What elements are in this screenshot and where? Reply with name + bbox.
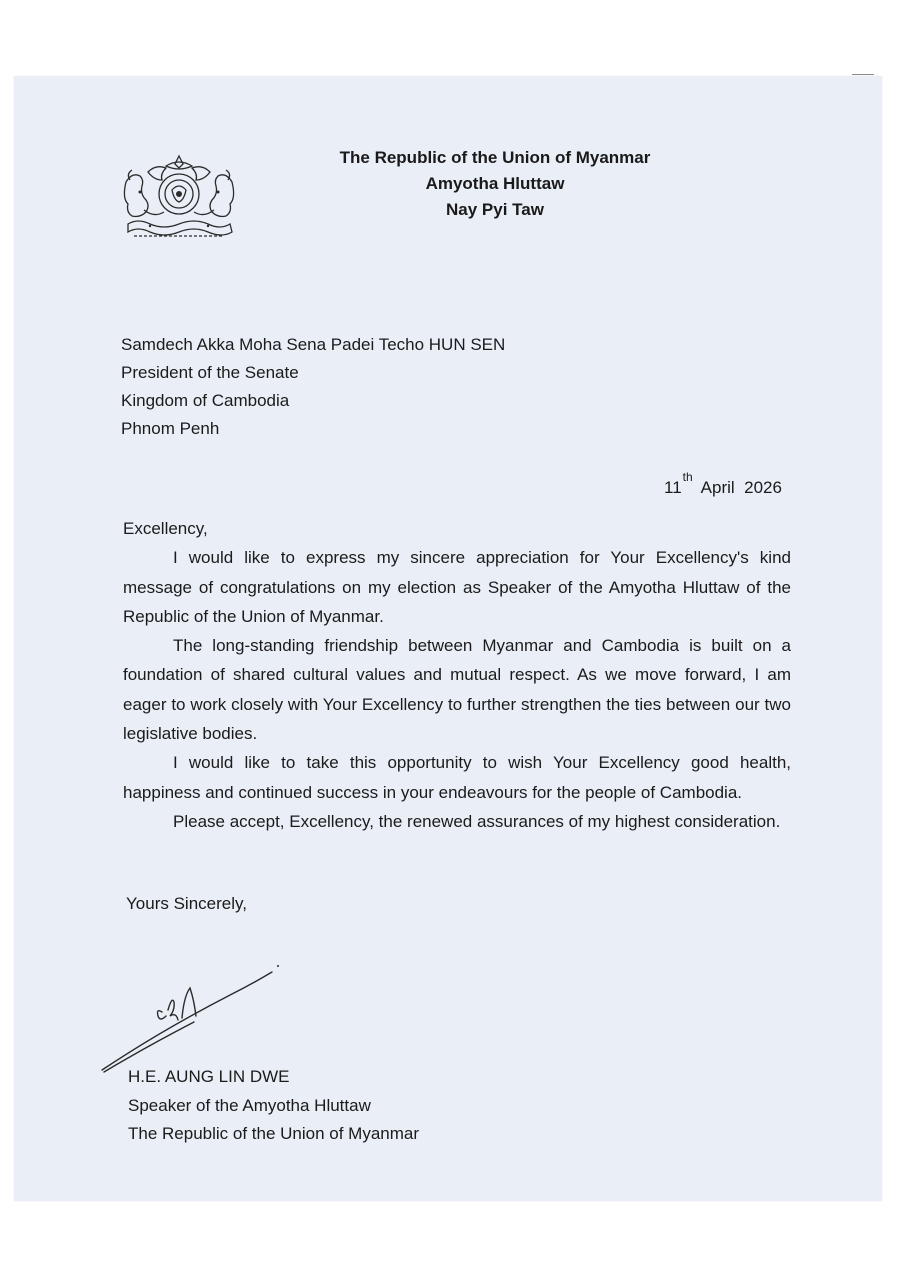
addressee-title: President of the Senate	[121, 363, 299, 382]
date-month-year: April 2026	[700, 478, 782, 497]
signatory-country: The Republic of the Union of Myanmar	[128, 1124, 420, 1143]
letter-date	[664, 470, 782, 498]
state-seal-emblem-icon	[120, 152, 238, 242]
signatory-name: H.E. AUNG LIN DWE	[128, 1067, 290, 1086]
letterhead-city: Nay Pyi Taw	[446, 200, 544, 219]
signatory-title: Speaker of the Amyotha Hluttaw	[128, 1095, 371, 1115]
paragraph-assurances: Please accept, Excellency, the renewed assurances of my highest consideration.	[173, 811, 781, 831]
salutation: Excellency,	[123, 519, 208, 538]
paragraph-appreciation: I would like to express my sincere appreciation for Your Excellency's kind message of congratulations on my election as Speaker of the Amyotha Hluttaw of the Republic of the Union of Myanmar.	[123, 548, 791, 626]
signatory-block	[128, 1063, 419, 1149]
scan-edge-mark	[852, 74, 874, 75]
paragraph-friendship: The long-standing friendship between Myanmar and Cambodia is built on a foundation of shared cultural values and mutual respect. As we move forward, I am eager to work closely with Your Excellency to further strengthen the ties between our two legislative bodies.	[123, 636, 791, 744]
date-day-suffix: th	[682, 470, 693, 484]
addressee-name: Samdech Akka Moha Sena Padei Techo HUN SEN	[121, 335, 506, 354]
letterhead-country: The Republic of the Union of Myanmar	[339, 148, 651, 167]
addressee-block	[121, 331, 505, 443]
closing: Yours Sincerely,	[126, 894, 247, 913]
addressee-city: Phnom Penh	[121, 419, 220, 438]
letter-body	[123, 514, 791, 836]
date-day: 11	[664, 478, 682, 497]
paragraph-wishes: I would like to take this opportunity to wish Your Excellency good health, happiness and continued success in your endeavours for the people of Cambodia.	[123, 753, 791, 802]
addressee-country: Kingdom of Cambodia	[121, 391, 290, 410]
handwritten-signature	[98, 960, 288, 1080]
letterhead	[300, 145, 690, 223]
letterhead-institution: Amyotha Hluttaw	[425, 174, 565, 193]
